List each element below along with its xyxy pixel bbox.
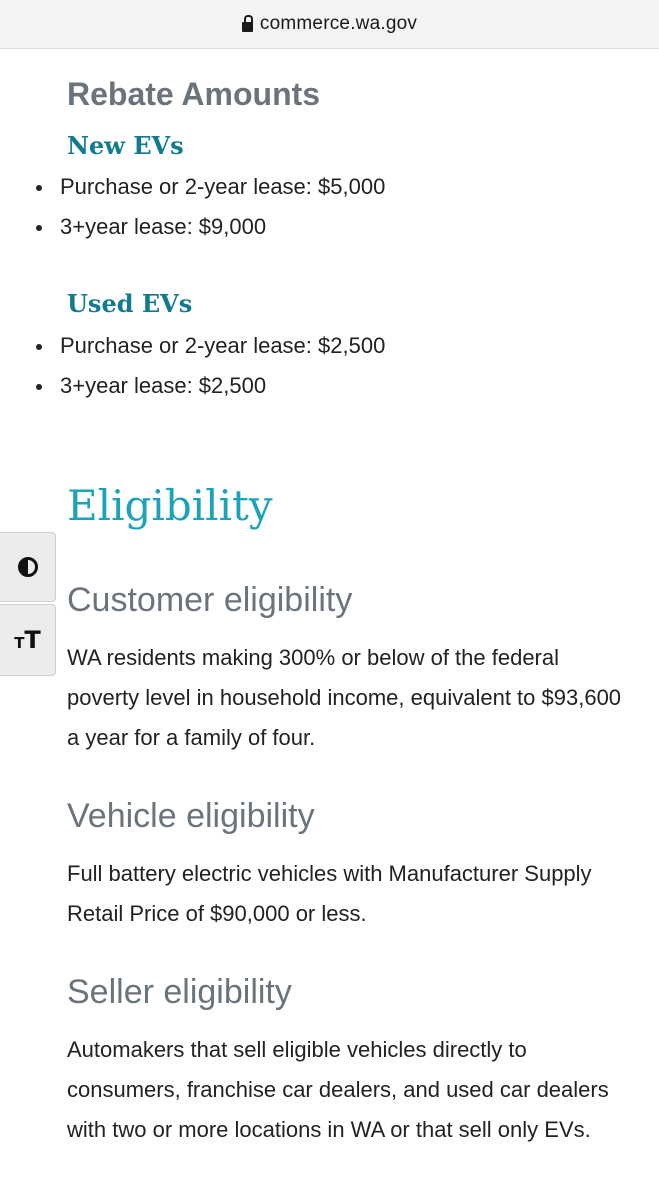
customer-eligibility-text: WA residents making 300% or below of the federal poverty level in household income, equivalent to $93,600 a year for a family of four. [67,645,622,750]
seller-eligibility-text: Automakers that sell eligible vehicles directly to consumers, franchise car dealers, and used car dealers with two or more locations in WA or that sell only EVs. [67,1037,609,1142]
list-item: 3+year lease: $9,000 [0,207,385,247]
lock-icon [242,22,253,32]
list-item: 3+year lease: $2,500 [0,366,385,406]
eligibility-heading: Eligibility [67,481,273,530]
text-size-icon: TT [14,626,41,654]
list-item: Purchase or 2-year lease: $5,000 [0,167,385,207]
new-evs-heading: New EVs [67,131,184,160]
vehicle-eligibility-text: Full battery electric vehicles with Manufacturer Supply Retail Price of $90,000 or less. [67,861,592,926]
contrast-toggle-button[interactable] [0,532,56,602]
list-item: Purchase or 2-year lease: $2,500 [0,326,385,366]
used-evs-heading: Used EVs [67,289,193,318]
contrast-icon [18,557,38,577]
new-evs-list [0,167,385,247]
vehicle-eligibility-heading: Vehicle eligibility [67,797,315,835]
url-text[interactable]: commerce.wa.gov [259,13,418,34]
text-size-button[interactable] [0,604,56,676]
seller-eligibility-heading: Seller eligibility [67,973,292,1011]
address-bar[interactable] [0,0,659,49]
rebate-heading: Rebate Amounts [67,76,321,112]
used-evs-list [0,326,385,406]
customer-eligibility-heading: Customer eligibility [67,581,353,619]
